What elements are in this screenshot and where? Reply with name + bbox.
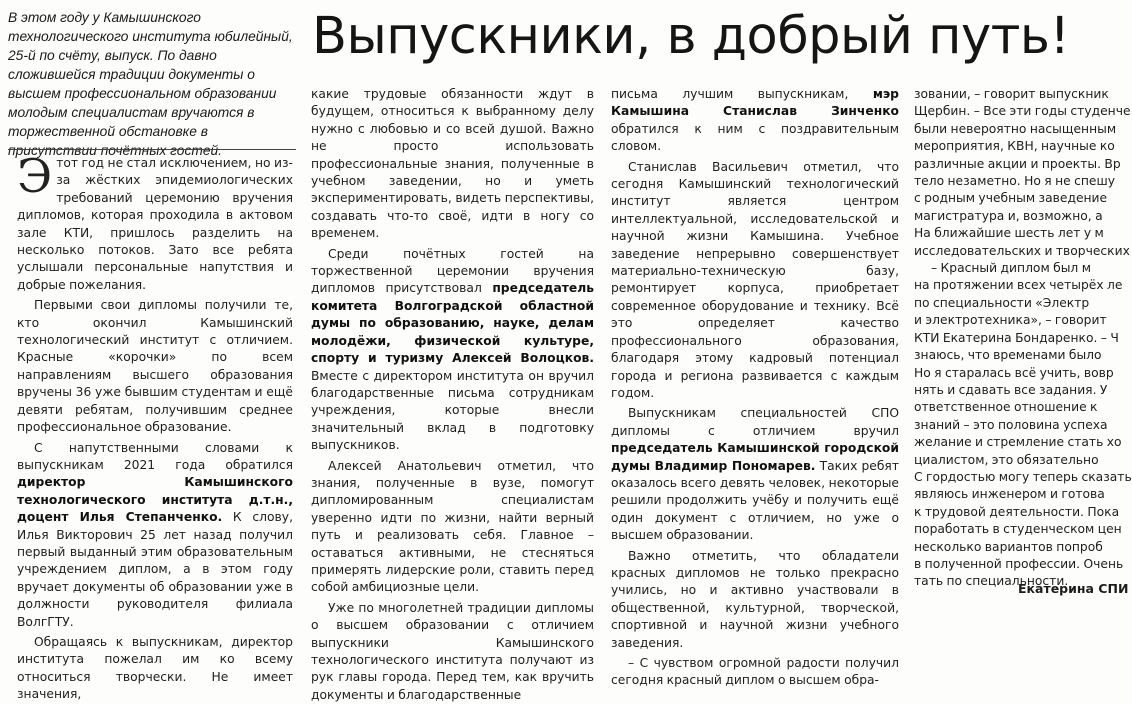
column-line: С гордостью могу теперь сказать [914,469,1132,484]
paragraph [611,405,899,544]
paragraph [311,246,594,455]
column-line: различные акции и проекты. Вр [914,156,1121,171]
column-line: несколько вариантов попроб [914,539,1103,554]
column-line: с родным учебным заведение [914,191,1108,206]
paragraph [17,149,293,294]
paragraph: Важно отметить, что обладатели красных дипломов не только прекрасно учились, но и активно участвовали в общественной, культурной, творческой, спортивной и научной жизни учебного заведения. [611,548,899,650]
column-4-block-1 [914,86,1131,260]
article-headline: Выпускники, в добрый путь! [312,7,1070,66]
column-line: знаюсь, что временами было [914,348,1102,363]
article-lead [8,8,300,160]
column-line: исследовательских и творческих [914,243,1130,258]
column-line: являюсь инженером и готова [914,487,1105,502]
paragraph-text: тот год не стал исключением, но из-за жёстких эпидемиологических требований церемонию вручения дипломов, которая проходила в актовом зале КТИ, пришлось разделить на несколько потоков. Зато все ребята услышали персональные напутствия и добрые пожелания. [17,156,293,292]
column-line: на протяжении всех четырёх ле [914,278,1123,293]
paragraph-text: К слову, Илья Викторович 25 лет назад получил первый выданный этим образовательным учреждением диплом, а в этом году вручает документы об образовании уже в должности руководителя филиала ВолгГТУ. [17,510,293,629]
column-line: мероприятия, КВН, научные ко [914,139,1115,154]
column-line: и электротехника», – говорит [914,313,1107,328]
paragraph-text: Выпускникам специальностей СПО дипломы с отличием вручил [611,406,899,438]
column-line: КТИ Екатерина Бондаренко. – Ч [914,330,1119,345]
paragraph: – С чувством огромной радости получил сегодня красный диплом о высшем обра- [611,656,899,688]
column-line: желание и стремление стать хо [914,435,1122,450]
paragraph: Уже по многолетней традиции дипломы о высшем образовании с отличием выпускники Камышинского технологического института получают из рук главы города. Перед тем, как вручить документы и благодарственные [311,600,594,702]
paragraph-text: письма лучшим выпускникам, [611,87,873,101]
lead-text: В этом году у Камышинского технологического института юбилейный, 25-й по счёту, выпуск. По давно сложившейся традиции документы о высшем профессиональном образовании молодым специалистам вручаются в торжественной обстановке в присутствии почётных гостей. [8,10,293,158]
paragraph: какие трудовые обязанности ждут в будущем, относиться к выбранному делу нужно с любовью и со всей душой. Важно не просто использовать профессиональные знания, полученные в учебном заведении, но и уметь экспериментировать, видеть перспективы, создавать что-то своё, идти в ногу со временем. [311,87,594,241]
paragraph: Первыми свои дипломы получили те, кто окончил Камышинский технологический институт с отличием. Красные «корочки» по всем направлениям высшего образования вручены 36 уже бывшим студентам и ещё девяти ребятам, получившим среднее профессиональное образование. [17,298,293,435]
drop-cap: Э [17,149,53,203]
article-column-3 [611,86,899,688]
column-line: по специальности «Электр [914,295,1090,310]
paragraph: Станислав Васильевич отметил, что сегодня Камышинский технологический институт является центром интеллектуальной, исследовательской и научной жизни Камышина. Учебное заведение непрерывно совершенствует материально-техническую базу, ремонтирует корпуса, приобретает современное оборудование и технику. Всё это определяет качество профессионального образования, благодаря этому кадровый потенциал города и региона развивается с каждым годом. [611,159,899,400]
column-line: – Красный диплом был м [931,261,1091,276]
column-line: ответственное отношение к [914,400,1098,415]
paragraph-text: Вместе с директором института он вручил благодарственные письма сотрудникам учреждения, которые внесли значительный вклад в подготовку выпускников. [311,368,594,453]
bold-name: председатель комитета Волгоградской областной думы по образованию, науке, делам молодёжи, физической культуре, спорту и туризму Алексей Волоцков. [311,281,594,366]
paragraph-text: Среди почётных гостей на торжественной церемонии вручения дипломов присутствовал [311,246,594,296]
column-line: знаний – это половина успеха [914,417,1108,432]
bold-name: директор Камышинского технологического института д.т.н., доцент Илья Степанченко. [17,475,293,525]
column-line: магистратура и, возможно, а [914,208,1103,223]
paragraph [611,86,899,156]
article-column-1 [17,149,293,702]
paragraph-text: обратился к ним с поздравительным словом. [611,121,899,154]
column-line: были невероятно насыщенным [914,121,1117,136]
paragraph [17,440,293,631]
column-line: зовании, – говорит выпускник [914,87,1109,101]
column-line: поработать в студенческом цен [914,522,1122,537]
column-line: к трудовой деятельности. Пока [914,504,1120,519]
column-line: Щербин. – Все эти годы студенче [914,104,1131,119]
column-4-block-2 [914,260,1132,591]
article-column-2 [311,86,594,702]
bold-name: председатель Камышинской городской думы Владимир Пономарев. [611,441,899,473]
bold-name: мэр Камышина Станислав Зинченко [611,87,899,119]
column-line: циалистом, это обязательно [914,452,1099,467]
paragraph: Обращаясь к выпускникам, директор института пожелал им ко всему относиться творчески. Не имеет значения, [17,634,293,702]
column-line: Но я старалась всё учить, вовр [914,365,1114,380]
column-line: нять и сдавать все задания. У [914,382,1108,397]
column-line: тать по специальности. [914,574,1069,589]
article-column-4 [914,86,1132,620]
column-line: в полученной профессии. Очень [914,556,1124,571]
paragraph-text: С напутственными словами к выпускникам 2021 года обратился [17,440,293,472]
column-line: На ближайшие шесть лет у м [914,226,1104,241]
paragraph: Алексей Анатольевич отметил, что знания, полученные в вузе, помогут дипломированным специалистам уверенно идти по жизни, найти верный путь и реализовать себя. Главное – оставаться активными, не стесняться примерять лидерские роли, ставить перед собой амбициозные цели. [311,458,594,595]
paragraph-text: Таких ребят оказалось всего девять человек, некоторые решили продолжить учёбу и получить ещё один документ с отличием, но уже о высшем образовании. [611,458,899,543]
column-line: тело незаметно. Но я не спешу [914,174,1115,189]
author-signature: Екатерина СПИ [1018,581,1129,596]
